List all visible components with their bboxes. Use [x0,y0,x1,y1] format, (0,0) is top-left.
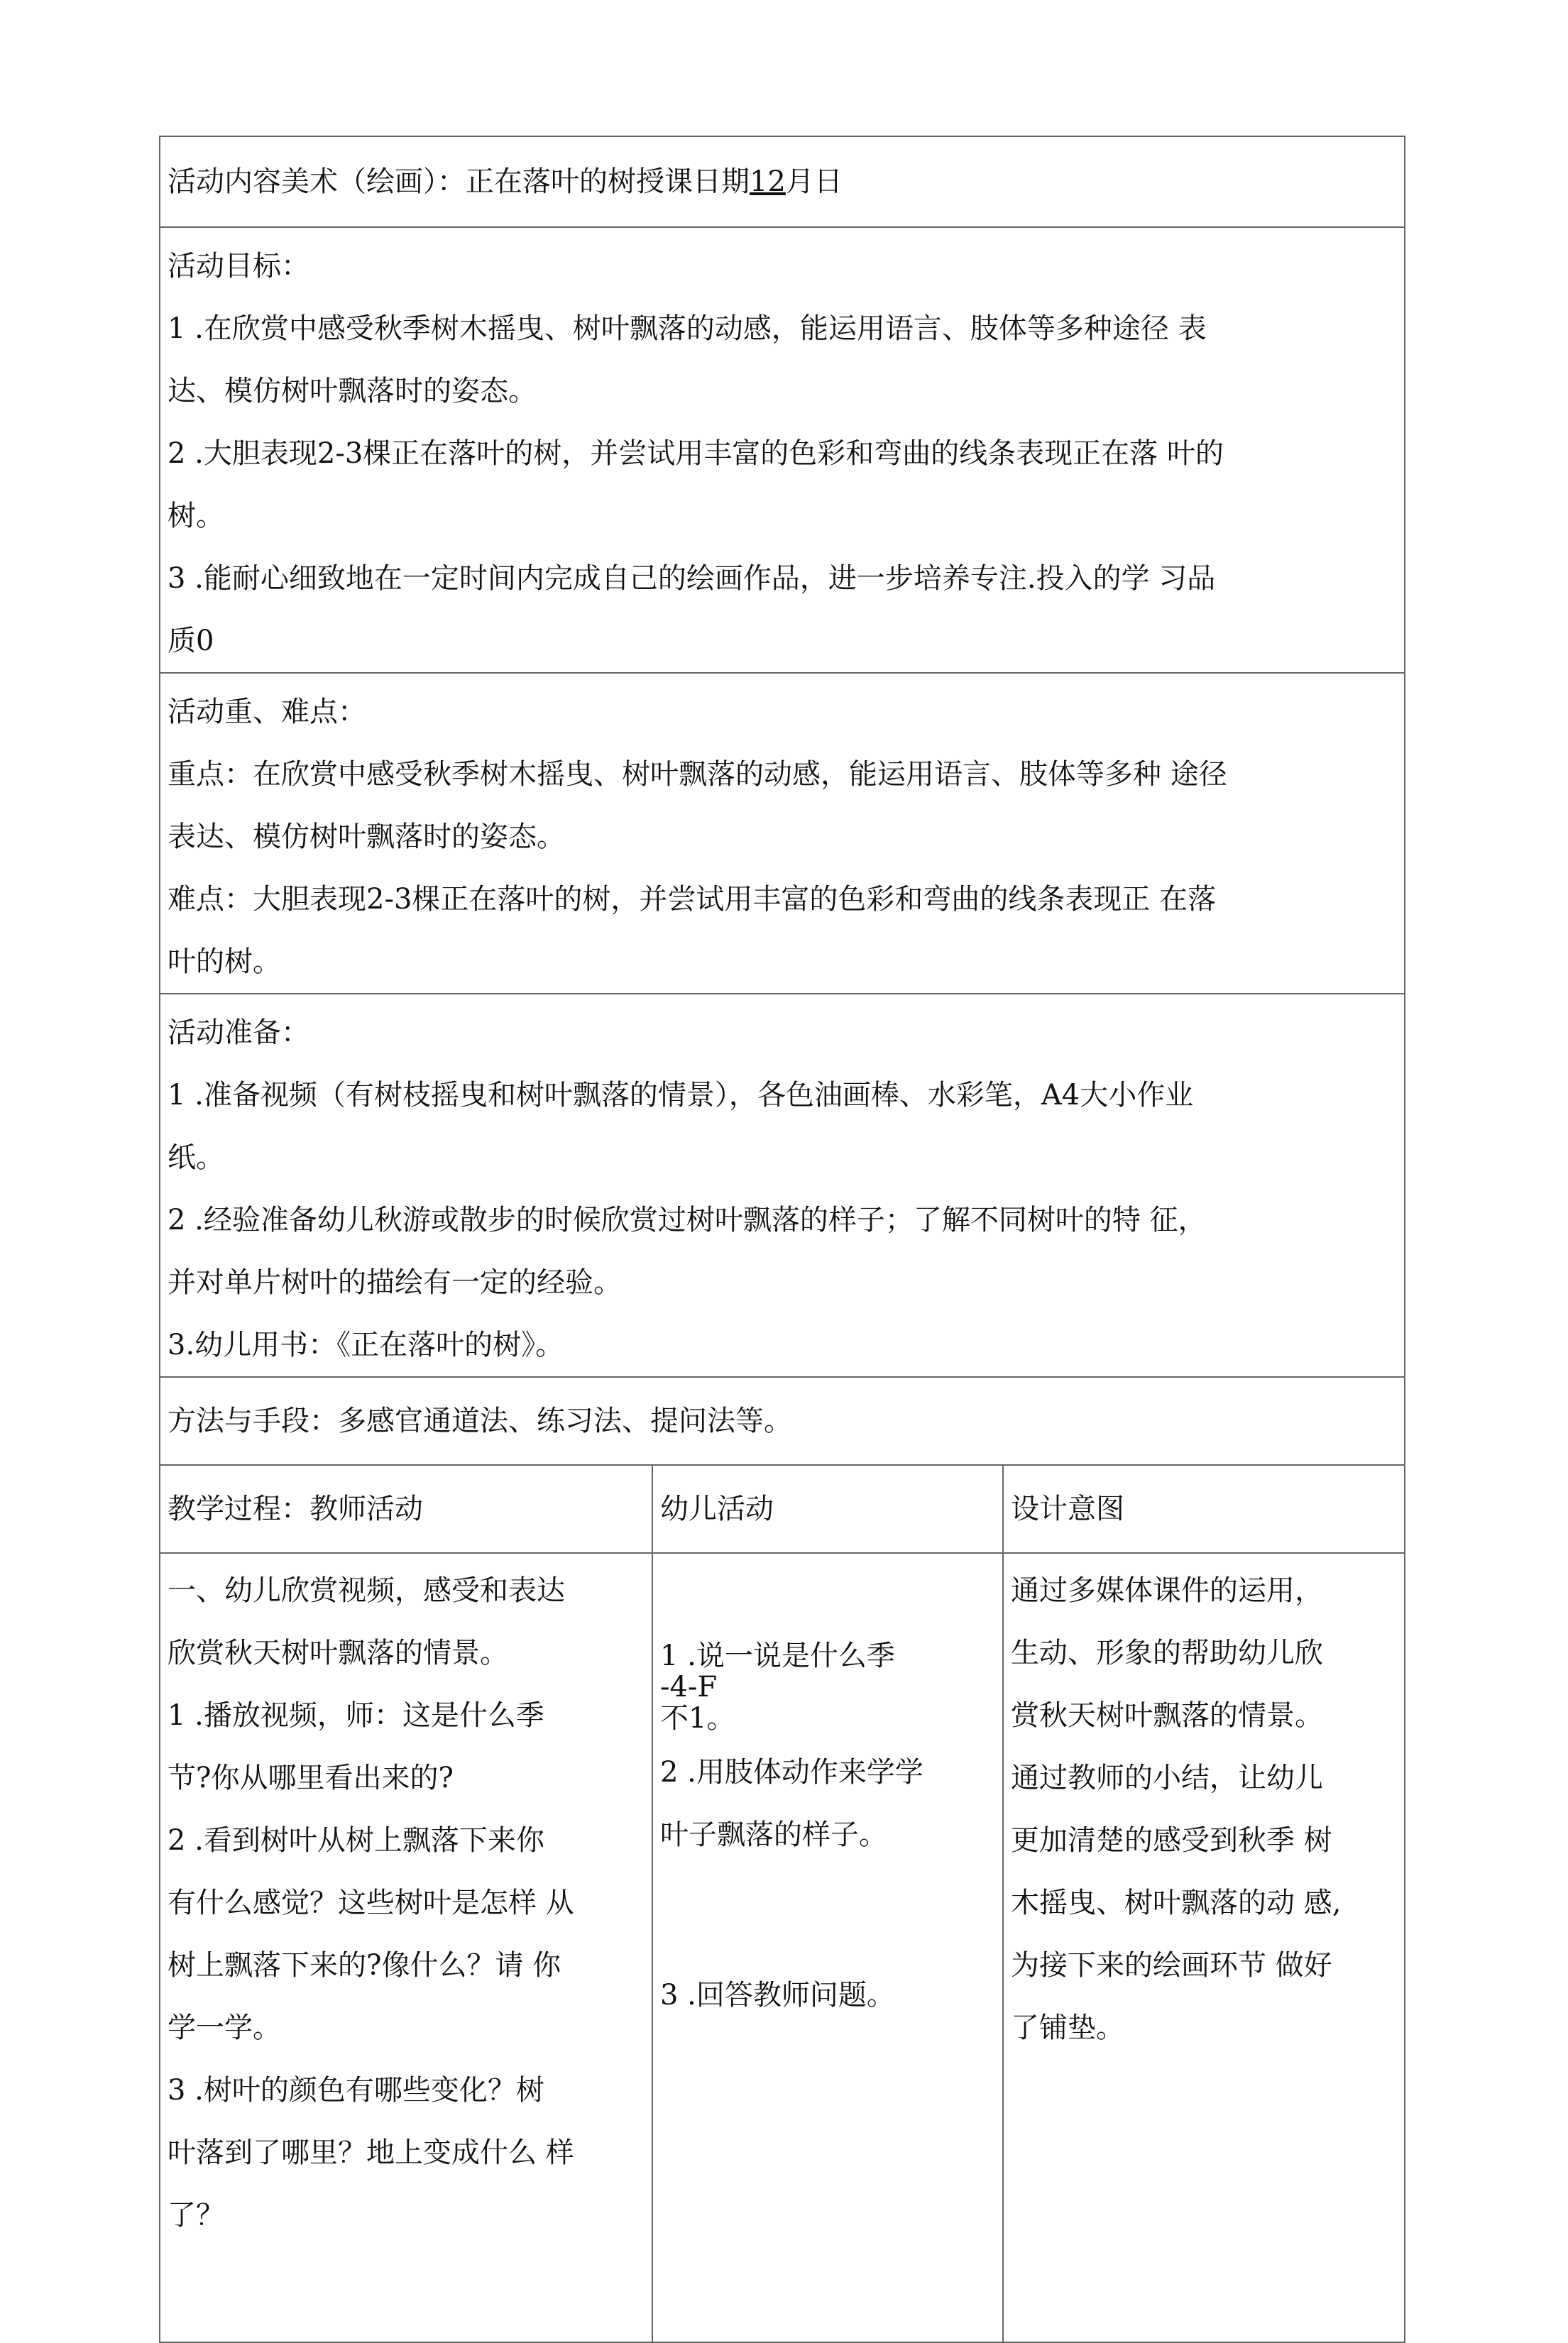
goals-title: 活动目标： [168,250,309,282]
child-q2-b: 叶子飘落的样子。 [660,1818,887,1851]
keypoint-line: 重点：在欣赏中感受秋季树木摇曳、树叶飘落的动感，能运用语言、肢体等多种 途径 [168,758,1227,791]
teacher-activity-cell [160,1553,652,2342]
intent-line: 生动、形象的帮助幼儿欣 [1011,1637,1323,1669]
process-row [160,1553,1405,2342]
teacher-line: 1 .播放视频，师：这是什么季 [168,1699,544,1732]
intent-line: 通过教师的小结，让幼儿 [1011,1762,1323,1794]
lesson-plan-table [159,136,1405,2343]
method-text: 方法与手段：多感官通道法、练习法、提问法等。 [168,1405,792,1437]
keypoint-line: 难点：大胆表现2-3棵正在落叶的树，并尝试用丰富的色彩和弯曲的线条表现正 在落 [168,883,1217,916]
intent-line: 更加清楚的感受到秋季 树 [1011,1824,1332,1857]
teacher-line: 了？ [168,2199,224,2232]
process-header-row [160,1465,1405,1553]
child-q1-c: 不1。 [660,1702,735,1735]
teacher-line: 欣赏秋天树叶飘落的情景。 [168,1637,508,1669]
prep-line: 纸。 [168,1141,224,1174]
keypoints-cell [160,673,1405,994]
header-cell [160,136,1405,227]
header-row [160,136,1405,227]
goal-line: 2 .大胆表现2-3棵正在落叶的树，并尝试用丰富的色彩和弯曲的线条表现正在落 叶的 [168,437,1224,470]
intent-cell [1003,1553,1405,2342]
teacher-line: 节?你从哪里看出来的? [168,1762,454,1794]
goals-cell [160,227,1405,673]
prep-line: 1 .准备视频（有树枝摇曳和树叶飘落的情景），各色油画棒、水彩笔，A4大小作业 [168,1079,1194,1112]
keypoint-line: 表达、模仿树叶飘落时的姿态。 [168,821,565,853]
teacher-header: 教学过程：教师活动 [160,1465,652,1553]
goal-line: 达、模仿树叶飘落时的姿态。 [168,375,537,407]
intent-header: 设计意图 [1003,1465,1405,1553]
goals-row [160,227,1405,673]
goal-line: 1 .在欣赏中感受秋季树木摇曳、树叶飘落的动感，能运用语言、肢体等多种途径 表 [168,312,1207,345]
method-cell [160,1377,1405,1465]
prep-line: 3.幼儿用书：《正在落叶的树》。 [168,1329,564,1361]
child-activity-cell [652,1553,1003,2342]
prep-row [160,994,1405,1377]
lesson-plan [159,136,1404,2343]
method-row [160,1377,1405,1465]
keypoint-line: 叶的树。 [168,945,281,978]
child-q1: 1 .说一说是什么季 [660,1640,895,1672]
goal-line: 树。 [168,500,224,532]
goal-line: 3 .能耐心细致地在一定时间内完成自己的绘画作品，进一步培养专注.投入的学 习品 [168,562,1216,595]
teacher-line: 学一学。 [168,2012,281,2044]
child-q3: 3 .回答教师问题。 [660,1979,895,2012]
intent-line: 为接下来的绘画环节 做好 [1011,1949,1332,1982]
teacher-line: 一、幼儿欣赏视频，感受和表达 [168,1574,565,1607]
keypoints-title: 活动重、难点： [168,696,366,728]
prep-title: 活动准备： [168,1016,309,1049]
intent-line: 了铺垫。 [1011,2012,1124,2044]
header-prefix: 活动内容美术（绘画）：正在落叶的树授课日期 [168,165,750,198]
prep-line: 并对单片树叶的描绘有一定的经验。 [168,1266,622,1299]
goal-line: 质0 [168,625,214,657]
teacher-line: 2 .看到树叶从树上飘落下来你 [168,1824,544,1857]
header-suffix: 月日 [785,165,843,198]
prep-line: 2 .经验准备幼儿秋游或散步的时候欣赏过树叶飘落的样子；了解不同树叶的特 征， [168,1204,1207,1236]
intent-line: 赏秋天树叶飘落的情景。 [1011,1699,1323,1732]
lesson-month: 12 [750,165,786,198]
spacer [660,1866,995,1928]
teacher-line: 有什么感觉？这些树叶是怎样 从 [168,1887,574,1919]
prep-cell [160,994,1405,1377]
teacher-line: 树上飘落下来的?像什么？请 你 [168,1949,561,1982]
intent-line: 木摇曳、树叶飘落的动 感, [1011,1887,1342,1919]
intent-line: 通过多媒体课件的运用， [1011,1574,1323,1607]
child-header: 幼儿活动 [652,1465,1003,1553]
teacher-line: 叶落到了哪里？地上变成什么 样 [168,2136,574,2169]
child-q1-b: -4-F [660,1671,718,1703]
keypoints-row [160,673,1405,994]
child-q2-a: 2 .用肢体动作来学学 [660,1756,923,1789]
teacher-line: 3 .树叶的颜色有哪些变化？树 [168,2074,544,2107]
